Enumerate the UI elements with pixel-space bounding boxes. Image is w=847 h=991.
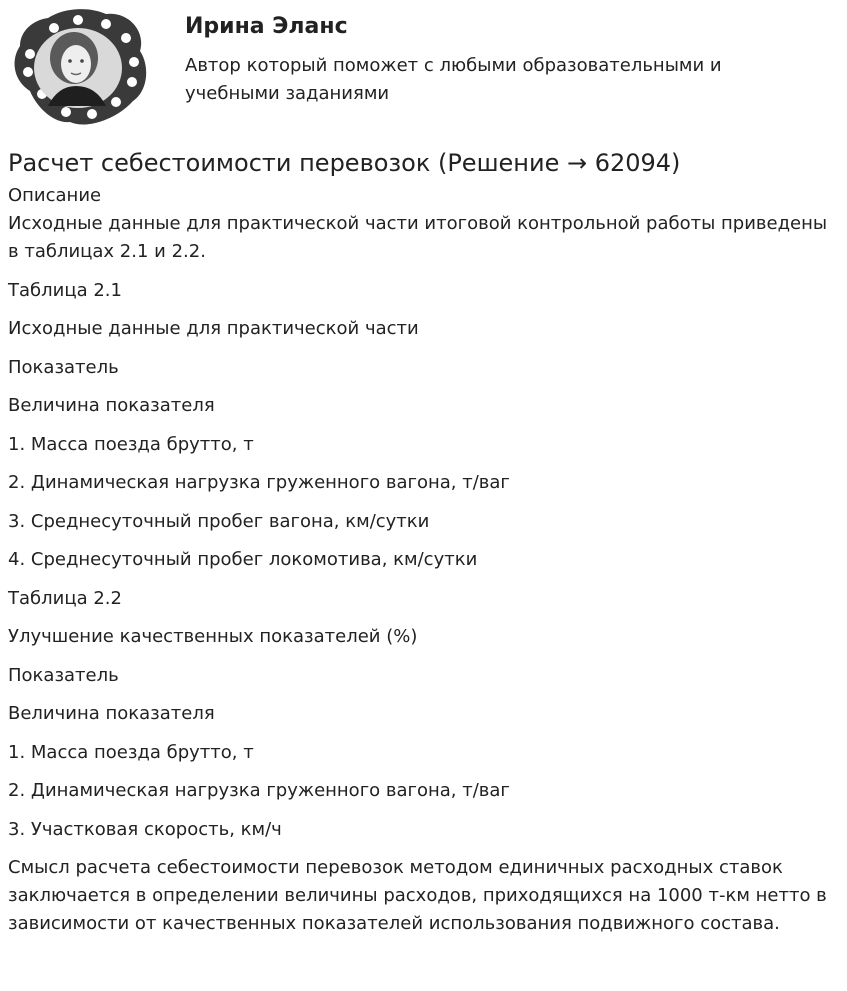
paragraph: 1. Масса поезда брутто, т <box>8 741 254 763</box>
author-card <box>8 6 838 126</box>
paragraph: 1. Масса поезда брутто, т <box>8 433 254 455</box>
author-description: Автор который поможет с любыми образовательными и учебными заданиями <box>185 55 722 104</box>
paragraph-list <box>8 277 838 939</box>
document-body <box>8 146 838 938</box>
paragraph: Показатель <box>8 664 119 686</box>
intro-paragraph: Исходные данные для практической части итоговой контрольной работы приведены в таблицах 2.1 и 2.2. <box>8 213 828 262</box>
page-title: Расчет себестоимости перевозок (Решение → 62094) <box>8 149 681 177</box>
paragraph: Величина показателя <box>8 703 215 724</box>
paragraph: 3. Участковая скорость, км/ч <box>8 818 282 840</box>
paragraph: Показатель <box>8 356 119 378</box>
paragraph: Таблица 2.1 <box>8 279 122 301</box>
paragraph: Улучшение качественных показателей (%) <box>8 626 418 647</box>
paragraph: Таблица 2.2 <box>8 587 122 609</box>
author-name: Ирина Эланс <box>185 14 348 39</box>
paragraph: 2. Динамическая нагрузка груженного вагона, т/ваг <box>8 472 510 493</box>
paragraph: 3. Среднесуточный пробег вагона, км/сутки <box>8 510 430 532</box>
paragraph: 2. Динамическая нагрузка груженного вагона, т/ваг <box>8 780 510 801</box>
paragraph: Смысл расчета себестоимости перевозок методом единичных расходных ставок заключается в определении величины расходов, приходящихся на 1000 т-км нетто в зависимости от качественных показателей использования подвижного состава. <box>8 857 827 934</box>
paragraph: 4. Среднесуточный пробег локомотива, км/сутки <box>8 549 478 570</box>
paragraph: Исходные данные для практической части <box>8 318 419 339</box>
paragraph: Величина показателя <box>8 395 215 416</box>
author-avatar <box>8 6 150 126</box>
description-label: Описание <box>8 185 102 206</box>
